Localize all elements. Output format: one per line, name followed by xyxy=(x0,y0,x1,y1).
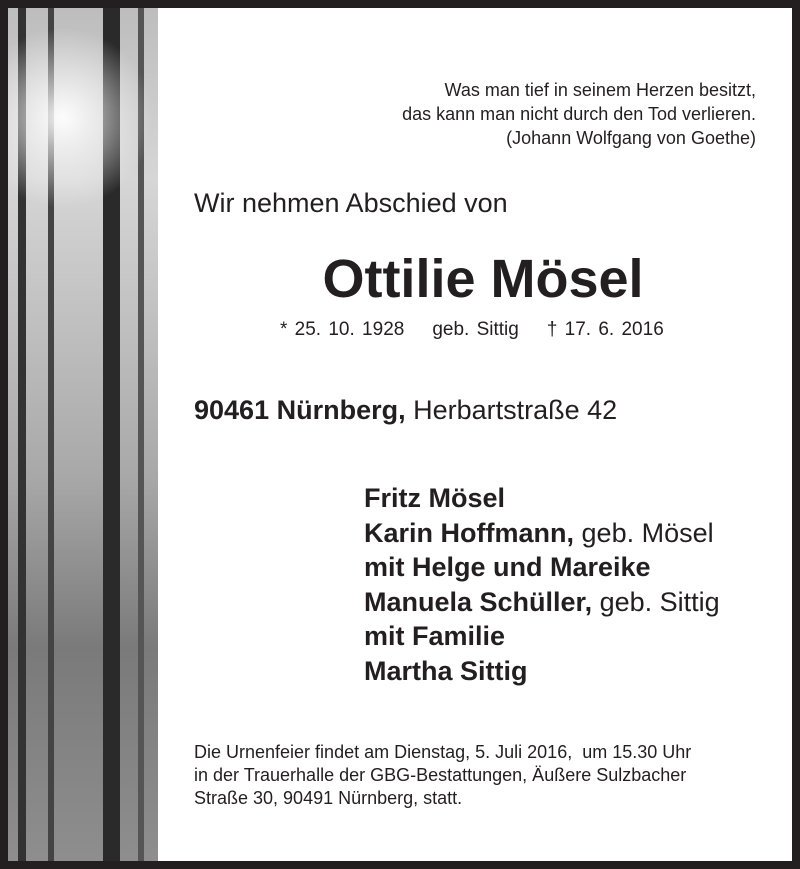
mourner: Fritz Mösel xyxy=(364,483,506,513)
forest-photo xyxy=(8,8,158,861)
deceased-name: Ottilie Mösel xyxy=(322,249,644,309)
address xyxy=(194,395,617,426)
ceremony-line: Die Urnenfeier findet am Dienstag, 5. Juli 2016, um 15.30 Uhr xyxy=(194,742,692,762)
ceremony-info xyxy=(194,741,691,810)
address-city: 90461 Nürnberg, xyxy=(194,395,406,425)
ceremony-line: Straße 30, 90491 Nürnberg, statt. xyxy=(194,788,463,808)
death-date: † 17. 6. 2016 xyxy=(546,319,664,340)
birth-date: * 25. 10. 1928 xyxy=(280,319,405,340)
mourner: mit Familie xyxy=(364,621,506,651)
mourner: Manuela Schüller, geb. Sittig xyxy=(364,586,720,617)
quote-author: (Johann Wolfgang von Goethe) xyxy=(506,128,756,148)
quote-line: das kann man nicht durch den Tod verlieren. xyxy=(402,104,756,124)
intro-text: Wir nehmen Abschied von xyxy=(194,188,508,218)
address-street: Herbartstraße 42 xyxy=(413,395,618,425)
goethe-quote xyxy=(402,78,756,150)
quote-line: Was man tief in seinem Herzen besitzt, xyxy=(444,80,756,100)
mourner: Martha Sittig xyxy=(364,655,528,686)
maiden-name: geb. Sittig xyxy=(432,319,519,340)
ceremony-line: in der Trauerhalle der GBG-Bestattungen, Äußere Sulzbacher xyxy=(194,765,687,785)
mourner: mit Helge und Mareike xyxy=(364,552,651,582)
mourners-list xyxy=(364,481,720,688)
mourner: Karin Hoffmann, geb. Mösel xyxy=(364,517,714,548)
life-dates xyxy=(280,319,664,341)
